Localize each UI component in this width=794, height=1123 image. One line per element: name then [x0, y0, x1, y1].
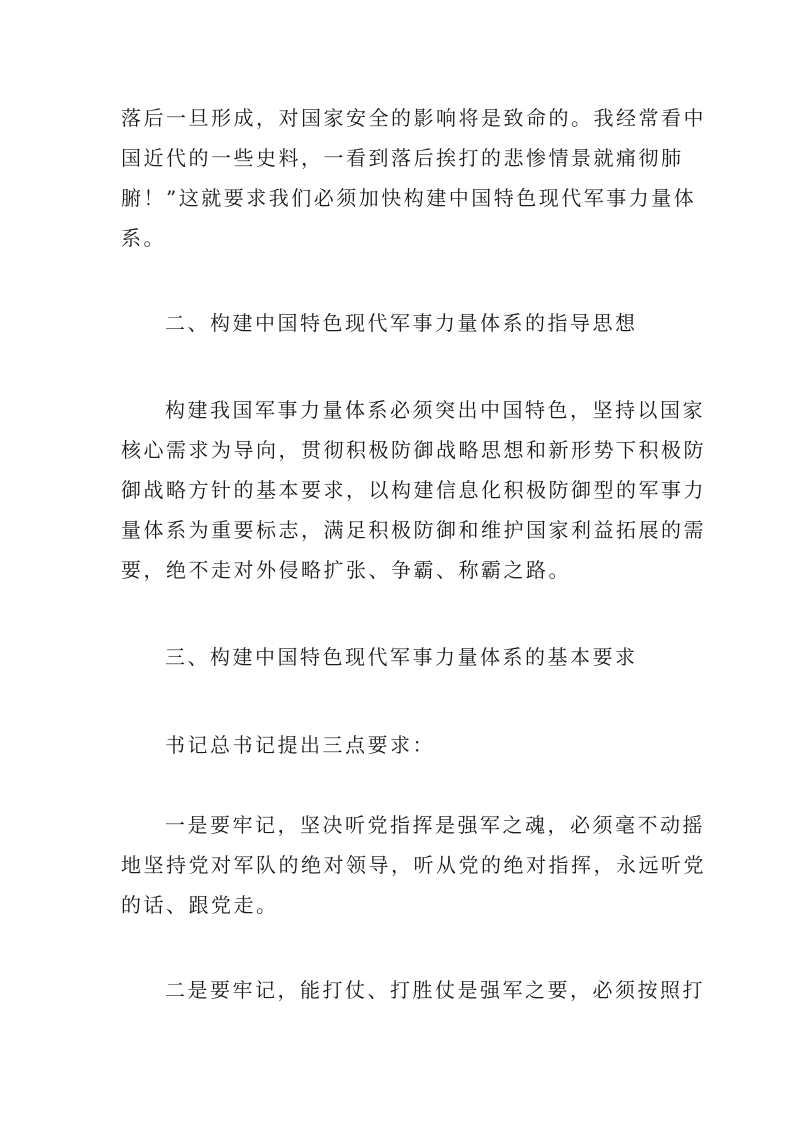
text-line: 系。: [121, 226, 166, 250]
text-line: 御战略方针的基本要求，以构建信息化积极防御型的军事力: [121, 478, 706, 502]
text-line: 落后一旦形成，对国家安全的影响将是致命的。我经常看中: [121, 106, 706, 130]
heading-text: 二、构建中国特色现代军事力量体系的指导思想: [165, 311, 638, 335]
text-line: 腑！”这就要求我们必须加快构建中国特色现代军事力量体: [121, 186, 697, 210]
paragraph-guiding-thought: [121, 390, 706, 590]
text-line: 量体系为重要标志，满足积极防御和维护国家利益拓展的需: [121, 518, 706, 542]
text-line: 国近代的一些史料，一看到落后挨打的悲惨情景就痛彻肺: [121, 146, 684, 170]
paragraph-intro: [121, 725, 673, 765]
text-line: 地坚持党对军队的绝对领导，听从党的绝对指挥，永远听党: [121, 853, 706, 877]
text-line: 要，绝不走对外侵略扩张、争霸、称霸之路。: [121, 558, 571, 582]
paragraph-first-requirement: [121, 805, 706, 925]
text-line: 的话、跟党走。: [121, 893, 279, 917]
text-line: 一是要牢记，坚决听党指挥是强军之魂，必须毫不动摇: [165, 813, 705, 837]
text-line: 构建我国军事力量体系必须突出中国特色，坚持以国家: [165, 398, 705, 422]
section-heading-3: [121, 637, 673, 677]
heading-text: 三、构建中国特色现代军事力量体系的基本要求: [165, 645, 638, 669]
paragraph-second-requirement: [121, 970, 705, 1010]
section-heading-2: [121, 303, 673, 343]
paragraph-continuation: [121, 98, 706, 258]
text-line: 核心需求为导向，贯彻积极防御战略思想和新形势下积极防: [121, 438, 706, 462]
text-line: 二是要牢记，能打仗、打胜仗是强军之要，必须按照打: [165, 978, 705, 1002]
text-line: 书记总书记提出三点要求：: [165, 733, 435, 757]
